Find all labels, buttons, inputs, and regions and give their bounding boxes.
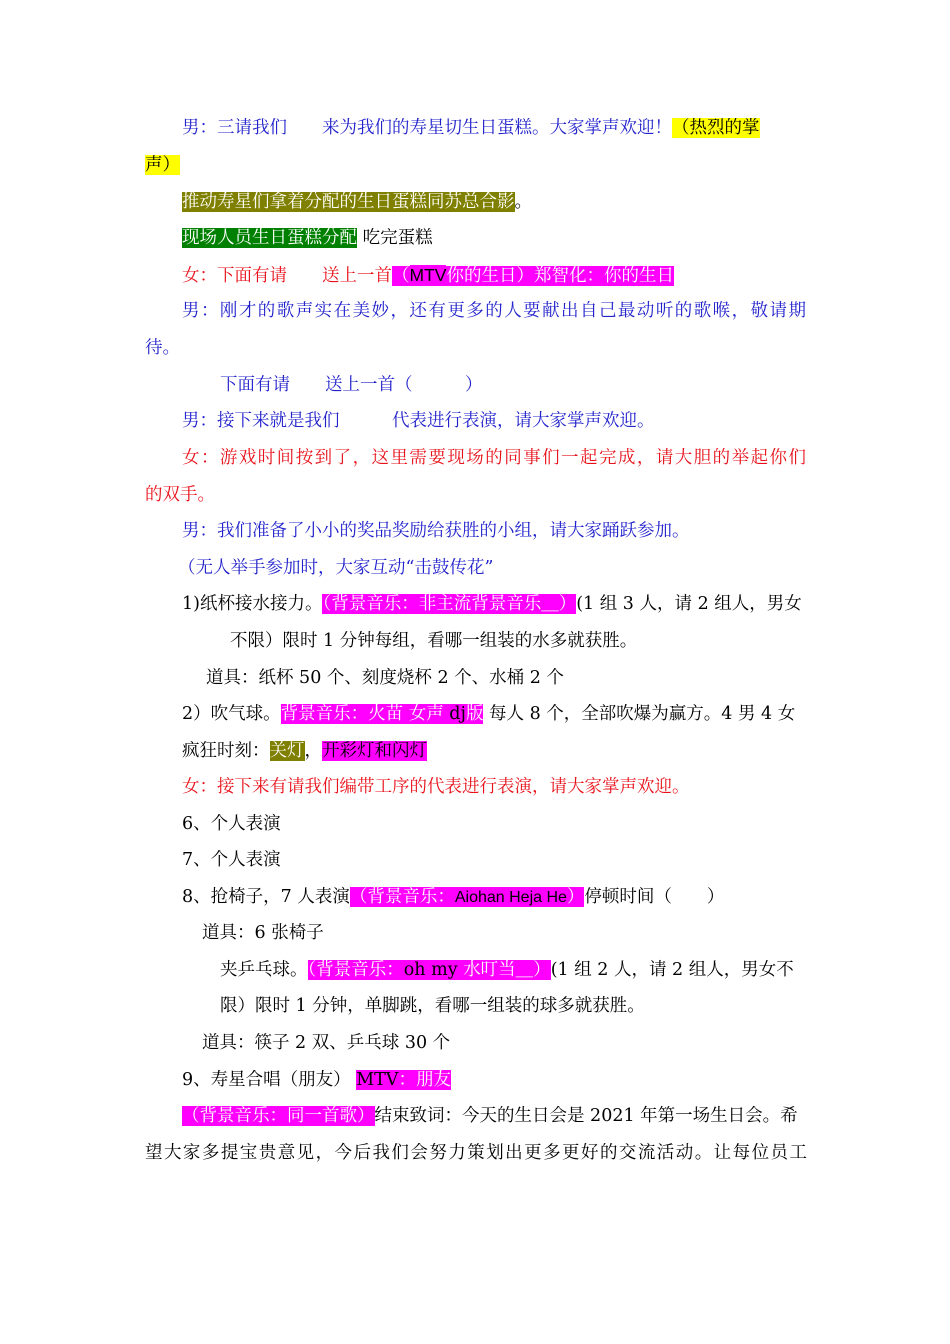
text-paren: （ xyxy=(392,266,410,286)
line-game-1 xyxy=(182,591,802,617)
line-closing-cont: 望大家多提宝贵意见，今后我们会努力策划出更多更好的交流活动。让每位员工 xyxy=(145,1143,807,1163)
text-pause-time: 停顿时间（ ） xyxy=(584,887,725,907)
text-game-1-rules: (1 组 3 人，请 2 组人，男女 xyxy=(576,594,802,614)
line-game-1-cont: 不限）限时 1 分钟每组，看哪一组装的水多就获胜。 xyxy=(230,631,638,651)
text-eat-cake: 吃完蛋糕 xyxy=(357,228,433,248)
line-prizes: 男：我们准备了小小的奖品奖励给获胜的小组，请大家踊跃参加。 xyxy=(182,521,690,541)
highlight-color-lights: 开彩灯和闪灯 xyxy=(322,741,427,761)
text-game-1: 1)纸杯接水接力。 xyxy=(182,594,323,614)
line-item-6: 6、个人表演 xyxy=(182,814,281,834)
line-item-9 xyxy=(182,1067,451,1093)
text-song-friends: ：朋友 xyxy=(398,1070,451,1090)
text-game-2-rules: 每人 8 个，全部吹爆为赢方。4 男 4 女 xyxy=(483,704,796,724)
text-song-aiohan: Aiohan Heja He xyxy=(454,889,567,906)
line-next-performance: 男：接下来就是我们 代表进行表演，请大家掌声欢迎。 xyxy=(182,411,655,431)
highlight-applause-end: 声） xyxy=(145,155,180,175)
line-crazy-time xyxy=(182,738,427,764)
text-chorus: 9、寿星合唱（朋友） xyxy=(182,1070,351,1090)
text-comma: ， xyxy=(304,741,322,761)
text-music-4: （背景音乐： xyxy=(307,960,404,980)
text-version: 版 xyxy=(465,704,484,724)
text-dj: dj xyxy=(449,704,466,724)
text-ping-pong: 夹乒乓球。 xyxy=(220,960,308,980)
line-pass-flower: （无人举手参加时，大家互动“击鼓传花” xyxy=(178,558,494,578)
highlight-cake-distribution: 现场人员生日蛋糕分配 xyxy=(182,228,357,248)
text-period: 。 xyxy=(514,192,532,212)
line-male-praise: 男：刚才的歌声实在美妙，还有更多的人要献出自己最动听的歌喉，敬请期 xyxy=(182,301,806,321)
line-ping-pong-cont: 限）限时 1 分钟，单脚跳，看哪一组装的球多就获胜。 xyxy=(220,996,645,1016)
line-weaving-team: 女：接下来有请我们编带工序的代表进行表演，请大家掌声欢迎。 xyxy=(182,777,690,797)
line-props-chairs: 道具：6 张椅子 xyxy=(202,923,324,943)
line-closing xyxy=(182,1103,798,1129)
line-game-2 xyxy=(182,701,795,727)
line-props-1: 道具：纸杯 50 个、刻度烧杯 2 个、水桶 2 个 xyxy=(206,668,564,688)
line-next-song: 下面有请 送上一首（ ） xyxy=(220,375,483,395)
text-female-voice: 女声 xyxy=(408,704,444,724)
highlight-lights-off: 关灯 xyxy=(269,741,305,761)
text-crazy-time: 疯狂时刻： xyxy=(182,741,270,761)
line-item-8 xyxy=(182,884,724,910)
text-musical-chairs: 8、抢椅子，7 人表演 xyxy=(182,887,350,907)
text-music-2: 背景音乐：火苗 xyxy=(280,704,404,724)
highlight-music-5: （背景音乐：同一首歌） xyxy=(182,1106,375,1126)
text-music-3: （背景音乐： xyxy=(349,887,455,907)
line-female-song xyxy=(182,262,674,288)
text-female-song: 女：下面有请 送上一首 xyxy=(182,266,392,286)
text-ping-pong-rules: (1 组 2 人，请 2 组人，男女不 xyxy=(550,960,794,980)
text-oh-my: oh my xyxy=(403,960,458,980)
line-applause-end xyxy=(145,152,180,178)
line-game-time: 女：游戏时间按到了，这里需要现场的同事们一起完成，请大胆的举起你们 xyxy=(182,448,806,468)
highlight-applause: （热烈的掌 xyxy=(672,118,760,138)
highlight-music-1: （背景音乐：非主流背景音乐＿） xyxy=(322,594,577,614)
line-props-chopsticks: 道具：筷子 2 双、乒乓球 30 个 xyxy=(202,1033,451,1053)
text-cut-cake: 男：三请我们 来为我们的寿星切生日蛋糕。大家掌声欢迎！ xyxy=(182,118,672,138)
line-item-7: 7、个人表演 xyxy=(182,850,281,870)
line-group-photo xyxy=(182,189,532,215)
text-game-2: 2）吹气球。 xyxy=(182,704,281,724)
line-cake-distribution xyxy=(182,225,433,251)
text-song-title: 你的生日）郑智化：你的生日 xyxy=(446,266,674,286)
text-mtv: MTV xyxy=(409,265,447,285)
text-paren-close: ） xyxy=(566,887,585,907)
text-song-shuidingdang: 水叮当＿） xyxy=(463,960,551,980)
line-ping-pong xyxy=(220,957,794,983)
line-male-praise-end: 待。 xyxy=(145,338,180,358)
line-game-time-end: 的双手。 xyxy=(145,485,215,505)
line-cut-cake xyxy=(182,115,760,141)
highlight-group-photo: 推动寿星们拿着分配的生日蛋糕同苏总合影 xyxy=(182,192,515,212)
text-mtv-2: MTV xyxy=(356,1070,399,1090)
text-closing-speech: 结束致词：今天的生日会是 2021 年第一场生日会。希 xyxy=(374,1106,798,1126)
